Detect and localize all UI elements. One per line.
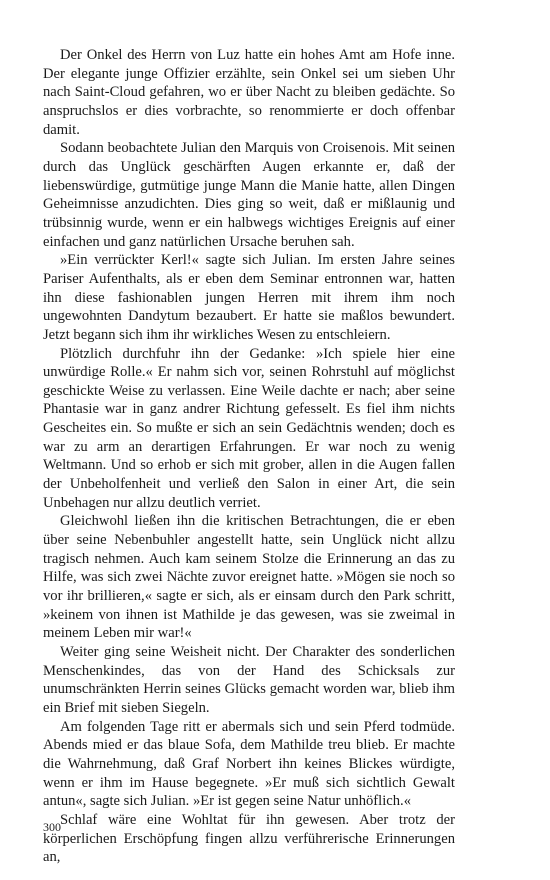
body-text bbox=[43, 46, 455, 867]
paragraph: Schlaf wäre eine Wohltat für ihn gewesen. Aber trotz der körperlichen Erschöpfung fingen allzu verführerische Erinnerungen an, bbox=[43, 811, 455, 866]
paragraph: Plötzlich durchfuhr ihn der Gedanke: »Ich spiele hier eine unwürdige Rolle.« Er nahm sich vor, seinen Rohrstuhl auf möglichst geschickte Weise zu verlassen. Eine Weile dachte er nach; aber seine Phantasie war in ganz andrer Richtung gefesselt. Es fiel ihm nichts Gescheites ein. So mußte er sich an sein Gedächtnis wenden; doch es war zu arm an derartigen Erfahrungen. Er war noch zu wenig Weltmann. Und so erhob er sich mit grober, allen in die Augen fallen der Unbeholfenheit und verließ den Salon in einer Art, die sein Unbehagen nur allzu deutlich verriet. bbox=[43, 345, 455, 511]
paragraph: Am folgenden Tage ritt er abermals sich und sein Pferd todmüde. Abends mied er das blaue Sofa, dem Mathilde treu blieb. Er machte die Wahrnehmung, daß Graf Norbert ihn keines Blickes würdigte, wenn er ihm im Hause begegnete. »Er muß sich sichtlich Gewalt antun«, sagte sich Julian. »Er ist gegen seine Natur unhöflich.« bbox=[43, 718, 455, 810]
paragraph: Gleichwohl ließen ihn die kritischen Betrachtungen, die er eben über seine Nebenbuhler angestellt hatte, sein Unglück nicht allzu tragisch nehmen. Auch kam seinem Stolze die Erinnerung an das zu Hilfe, was sich zwei Nächte zuvor ereignet hatte. »Mögen sie noch so vor ihr brillieren,« sagte er sich, als er einsam durch den Park schritt, »keinem von ihnen ist Mathilde je das gewesen, was sie zweimal in meinem Leben mir war!« bbox=[43, 513, 455, 642]
paragraph: »Ein verrückter Kerl!« sagte sich Julian. Im ersten Jahre seines Pariser Aufenthalts, als er eben dem Seminar entronnen war, hatten ihn diese fashionablen jungen Herren mit ihrem ihm noch ungewohnten Dandytum bezaubert. Er hatte sie maßlos bewundert. Jetzt begann sich ihm ihr wirkliches Wesen zu entschleiern. bbox=[43, 252, 455, 343]
page-number: 300 bbox=[43, 820, 61, 834]
paragraph: Weiter ging seine Weisheit nicht. Der Charakter des sonderlichen Menschenkindes, das von der Hand des Schicksals zur unumschränkten Herrin seines Glücks gemacht worden war, blieb ihm ein Brief mit sieben Siegeln. bbox=[43, 644, 455, 716]
paragraph: Der Onkel des Herrn von Luz hatte ein hohes Amt am Hofe inne. Der elegante junge Offizier erzählte, sein Onkel sei um sieben Uhr nach Saint-Cloud gefahren, wo er über Nacht zu bleiben gedächte. So anspruchslos er dies vorbrachte, so renommierte er doch offenbar damit. bbox=[43, 47, 455, 138]
paragraph: Sodann beobachtete Julian den Marquis von Croisenois. Mit seinen durch das Unglück geschärften Augen erkannte er, daß der liebenswürdige, gutmütige junge Mann die Manie hatte, allen Dingen Geheimnisse anzudichten. Dies ging so weit, daß er mißlaunig und trübsinnig wurde, wenn er ein halbwegs wichtiges Ereignis auf einer einfachen und ganz natürlichen Ursache beruhen sah. bbox=[43, 140, 455, 250]
